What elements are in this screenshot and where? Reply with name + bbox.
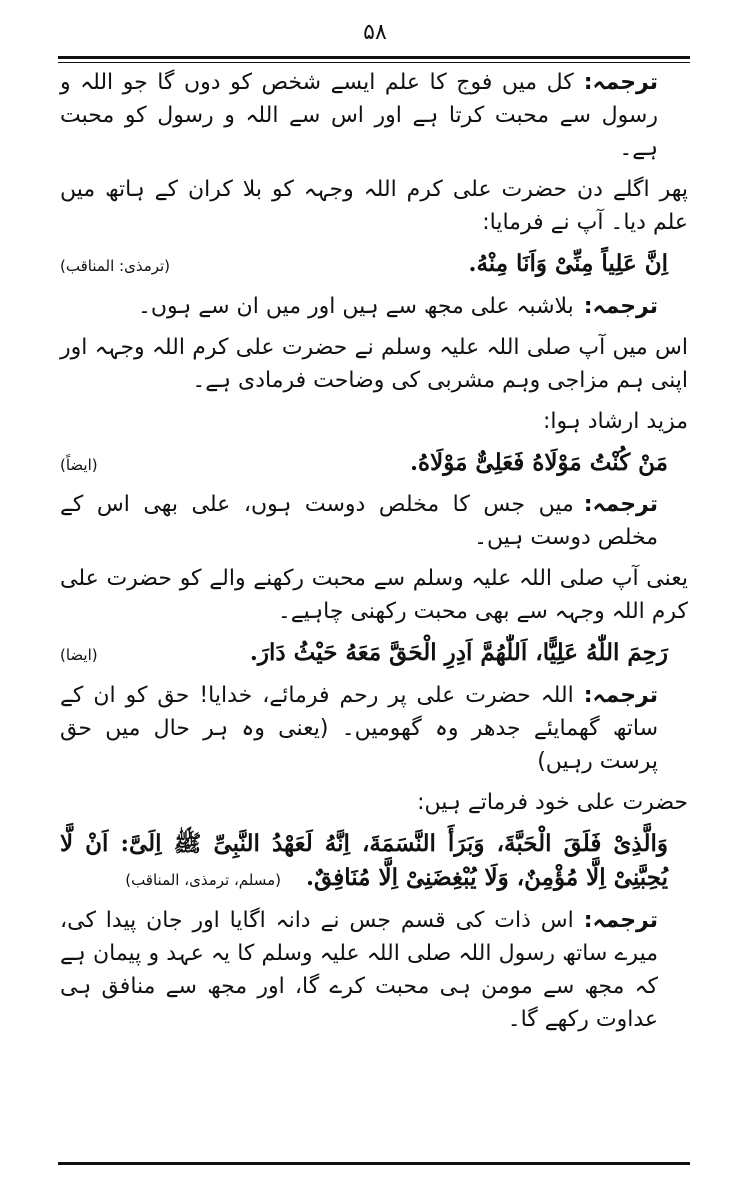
citation: (ترمذی: المناقب)	[60, 257, 171, 275]
translation-text: اس ذات کی قسم جس نے دانہ اگایا اور جان پیدا کی، میرے ساتھ رسول اللہ صلی اللہ علیہ وسلم کا یہ عہد و پیمان ہے کہ مجھ سے مومن ہی محبت کرے گا، اور مجھ سے منافق ہی عداوت رکھے گا۔	[60, 907, 658, 1032]
citation: (ایضا)	[60, 646, 98, 664]
arabic-quote-4	[60, 827, 688, 896]
citation: (ایضاً)	[60, 455, 98, 474]
arabic-quote-2	[60, 446, 688, 481]
citation: (مسلم، ترمذی، المناقب)	[125, 871, 282, 889]
paragraph-5: حضرت علی خود فرماتے ہیں:	[417, 789, 688, 815]
arabic-text: اِنَّ عَلِیاً مِنِّیْ وَاَنَا مِنْهُ.	[468, 250, 668, 277]
footer-rule	[58, 1162, 690, 1165]
translation-2	[60, 290, 688, 323]
translation-label: ترجمہ:	[583, 70, 658, 95]
translation-text: کل میں فوج کا علم ایسے شخص کو دوں گا جو اللہ و رسول سے محبت کرتا ہے اور اس سے اللہ و رسول کو محبت ہے۔	[60, 70, 658, 161]
translation-5	[60, 904, 688, 1036]
translation-text: بلاشبہ علی مجھ سے ہیں اور میں ان سے ہوں۔	[137, 293, 574, 319]
paragraph-2: اس میں آپ صلی اللہ علیہ وسلم نے حضرت علی کرم اللہ وجہہ اور اپنی ہم مزاجی وہم مشربی کی وضاحت فرمادی ہے۔	[60, 334, 688, 393]
translation-4	[60, 679, 688, 778]
paragraph-3: مزید ارشاد ہوا:	[542, 408, 688, 434]
paragraph-4: یعنی آپ صلی اللہ علیہ وسلم سے محبت رکھنے والے کو حضرت علی کرم اللہ وجہہ سے بھی محبت رکھنی چاہیے۔	[60, 566, 688, 624]
arabic-quote-1	[60, 247, 688, 282]
arabic-text: مَنْ کُنْتُ مَوْلَاهُ فَعَلِیٌّ مَوْلَاهُ.	[410, 448, 668, 476]
translation-text: میں جس کا مخلص دوست ہوں، علی بھی اس کے مخلص دوست ہیں۔	[60, 492, 658, 550]
translation-3	[60, 488, 688, 554]
arabic-text: رَحِمَ اللّٰهُ عَلِیًّا، اَللّٰهُمَّ اَدِرِ الْحَقَّ مَعَهُ حَیْثُ دَارَ.	[249, 639, 668, 666]
translation-label: ترجمہ:	[583, 907, 658, 933]
translation-1	[60, 66, 688, 165]
arabic-quote-3	[60, 636, 688, 671]
page-body	[60, 66, 688, 1044]
translation-label: ترجمہ:	[583, 682, 658, 708]
translation-label: ترجمہ:	[583, 492, 658, 517]
header-rule-thin	[58, 62, 690, 63]
arabic-text: وَالَّذِیْ فَلَقَ الْحَبَّةَ، وَبَرَأَ النَّسَمَةَ، اِنَّهُ لَعَهْدُ النَّبِیِّ ﷺ اِلَیَّ: اَنْ لَّا یُحِبَّنِیْ اِلَّا مُؤْمِنٌ، وَلَا یُبْغِضَنِیْ اِلَّا مُنَافِقٌ.	[60, 829, 668, 891]
translation-label: ترجمہ:	[583, 293, 658, 319]
page-number: ۵۸	[363, 20, 387, 45]
header-rule-thick	[58, 56, 690, 59]
paragraph-1: پھر اگلے دن حضرت علی کرم اللہ وجہہ کو بلا کران کے ہاتھ میں علم دیا۔ آپ نے فرمایا:	[60, 177, 688, 235]
translation-text: اللہ حضرت علی پر رحم فرمائے، خدایا! حق کو ان کے ساتھ گھمایئے جدھر وہ گھومیں۔ (یعنی وہ ہر حال میں حق پرست رہیں)	[60, 682, 658, 774]
